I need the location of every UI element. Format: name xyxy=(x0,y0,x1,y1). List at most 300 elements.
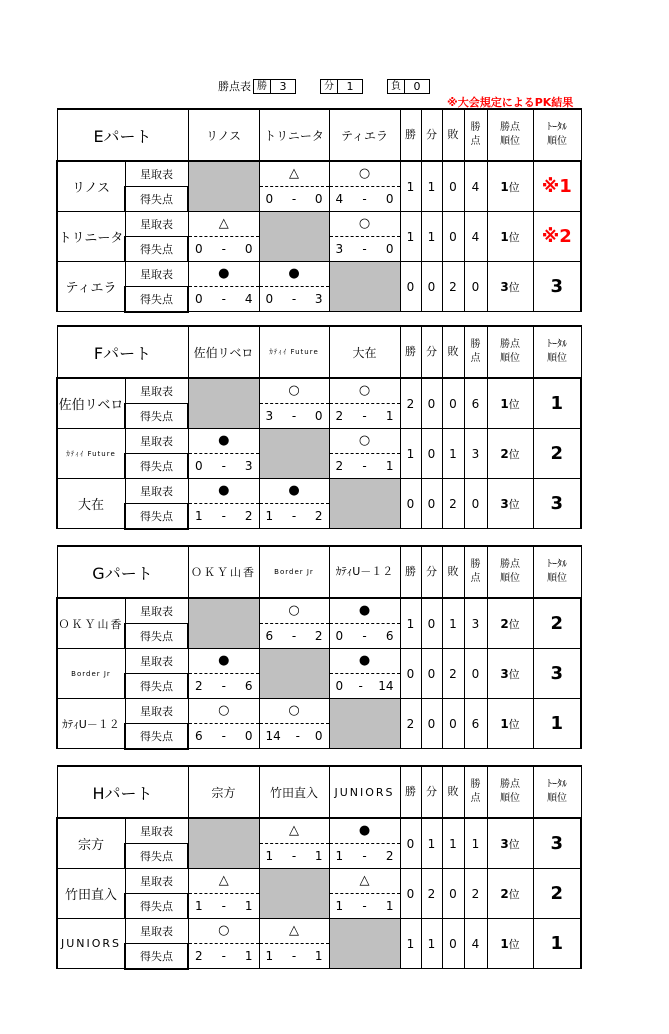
wins-value: 1 xyxy=(400,161,421,212)
points-rank xyxy=(487,869,533,919)
points-rank-header: 勝点 順位 xyxy=(487,766,533,818)
group-header-row xyxy=(57,109,581,161)
team-row xyxy=(57,818,581,843)
total-rank: 3 xyxy=(533,262,581,312)
score xyxy=(189,944,259,968)
group-header-row xyxy=(57,766,581,818)
score-dash: - xyxy=(221,679,226,693)
wins-header: 勝 xyxy=(400,326,421,378)
losses-header: 敗 xyxy=(442,109,464,161)
column-team-1: ｶﾃｨｲ Future xyxy=(259,326,329,378)
rank-number: 1 xyxy=(500,229,509,244)
total-rank-header: ﾄｰﾀﾙ 順位 xyxy=(533,766,581,818)
score-against: 2 xyxy=(314,629,323,643)
total-rank: ※2 xyxy=(533,212,581,262)
score-against: 1 xyxy=(385,459,394,473)
points-value: 3 xyxy=(464,429,487,479)
self-cell xyxy=(188,818,259,869)
points-header: 勝 点 xyxy=(464,109,487,161)
total-rank: 2 xyxy=(533,598,581,649)
score xyxy=(189,894,259,918)
match-cell xyxy=(259,598,329,649)
score-for: 0 xyxy=(195,459,203,473)
goals-label: 得失点 xyxy=(125,623,188,648)
points-rank xyxy=(487,212,533,262)
score-dash: - xyxy=(362,409,367,423)
rank-number: 3 xyxy=(500,666,509,681)
score-against: 1 xyxy=(244,949,253,963)
total-rank: 3 xyxy=(533,649,581,699)
draws-value: 0 xyxy=(421,699,442,749)
rank-unit: 位 xyxy=(508,397,520,411)
draws-value: 1 xyxy=(421,919,442,969)
match-cell xyxy=(188,869,259,919)
score-dash: - xyxy=(291,509,297,523)
total-rank: 1 xyxy=(533,378,581,429)
losses-value: 1 xyxy=(442,818,464,869)
score-against: 0 xyxy=(314,409,323,423)
result-mark: ○ xyxy=(260,599,329,624)
score xyxy=(189,674,259,698)
result-mark: ● xyxy=(260,262,329,287)
losses-value: 1 xyxy=(442,429,464,479)
self-cell xyxy=(259,869,329,919)
points-value: 0 xyxy=(464,649,487,699)
match-cell xyxy=(329,598,400,649)
row-team-name: トリニータ xyxy=(57,212,125,262)
points-value: 3 xyxy=(464,598,487,649)
score-dash: - xyxy=(291,292,297,306)
draws-value: 0 xyxy=(421,598,442,649)
result-mark: ○ xyxy=(189,919,259,944)
group-title: Fパート xyxy=(57,326,188,378)
group-title: Eパート xyxy=(57,109,188,161)
goals-label: 得失点 xyxy=(125,186,188,211)
score xyxy=(260,287,329,311)
self-cell xyxy=(259,212,329,262)
wins-value: 1 xyxy=(400,429,421,479)
result-mark: ○ xyxy=(330,212,400,237)
rank-number: 2 xyxy=(500,886,509,901)
rank-unit: 位 xyxy=(508,180,520,194)
rank-number: 1 xyxy=(500,179,509,194)
wins-header: 勝 xyxy=(400,546,421,598)
score-dash: - xyxy=(291,949,297,963)
score xyxy=(189,237,259,261)
rank-number: 2 xyxy=(500,446,509,461)
rank-number: 1 xyxy=(500,396,509,411)
team-row xyxy=(57,479,581,504)
row-team-name: JUNIORS xyxy=(57,919,125,969)
goals-label: 得失点 xyxy=(125,237,188,262)
points-rank-header: 勝点 順位 xyxy=(487,109,533,161)
score-for: 2 xyxy=(335,409,344,423)
score-dash: - xyxy=(221,729,226,743)
match-cell xyxy=(259,378,329,429)
points-value: 1 xyxy=(464,818,487,869)
wins-header: 勝 xyxy=(400,766,421,818)
score-against: 3 xyxy=(314,292,323,306)
legend-win-value: 3 xyxy=(271,79,296,94)
rank-number: 1 xyxy=(500,716,509,731)
star-label: 星取表 xyxy=(125,699,188,724)
match-cell xyxy=(188,649,259,699)
match-cell xyxy=(329,161,400,212)
result-mark: ○ xyxy=(189,699,259,724)
points-value: 0 xyxy=(464,479,487,529)
group-table-3 xyxy=(56,765,582,970)
column-team-2: ｶﾃｨU－１２ xyxy=(329,546,400,598)
draws-value: 0 xyxy=(421,649,442,699)
score xyxy=(330,894,400,918)
score-against: 3 xyxy=(244,459,253,473)
score-dash: - xyxy=(291,629,297,643)
losses-value: 0 xyxy=(442,869,464,919)
result-mark: △ xyxy=(189,212,259,237)
team-row xyxy=(57,429,581,454)
score-for: 1 xyxy=(335,849,344,863)
score-against: 1 xyxy=(314,849,323,863)
match-cell xyxy=(259,262,329,312)
points-value: 6 xyxy=(464,699,487,749)
score-dash: - xyxy=(362,629,367,643)
score-dash: - xyxy=(291,849,297,863)
row-team-name: 宗方 xyxy=(57,818,125,869)
score-for: 14 xyxy=(265,729,281,743)
group-table-1 xyxy=(56,325,582,530)
score-dash: - xyxy=(221,509,226,523)
score-against: 1 xyxy=(385,899,394,913)
result-mark: ○ xyxy=(330,379,400,404)
team-row xyxy=(57,262,581,287)
score xyxy=(330,844,400,868)
score-for: 2 xyxy=(195,679,203,693)
rank-unit: 位 xyxy=(508,280,520,294)
match-cell xyxy=(329,429,400,479)
row-team-name: ｶﾃｨｲ Future xyxy=(57,429,125,479)
goals-label: 得失点 xyxy=(125,944,188,969)
points-rank-header: 勝点 順位 xyxy=(487,546,533,598)
losses-value: 2 xyxy=(442,262,464,312)
wins-value: 0 xyxy=(400,869,421,919)
goals-label: 得失点 xyxy=(125,287,188,312)
result-mark: △ xyxy=(189,869,259,894)
pk-note: ※大会規定によるPK結果 xyxy=(447,96,574,109)
match-cell xyxy=(188,919,259,969)
score-dash: - xyxy=(362,192,367,206)
points-value: 6 xyxy=(464,378,487,429)
score-against: 0 xyxy=(244,242,253,256)
score xyxy=(330,187,400,211)
score xyxy=(189,287,259,311)
total-rank: ※1 xyxy=(533,161,581,212)
score xyxy=(330,404,400,428)
losses-value: 0 xyxy=(442,378,464,429)
group-table-0 xyxy=(56,108,582,313)
score xyxy=(260,724,329,748)
score-for: 1 xyxy=(195,899,203,913)
score-dash: - xyxy=(362,849,367,863)
row-team-name: ティエラ xyxy=(57,262,125,312)
star-label: 星取表 xyxy=(125,378,188,403)
score-against: 1 xyxy=(385,409,394,423)
points-rank xyxy=(487,919,533,969)
score-against: 2 xyxy=(314,509,323,523)
score-against: 14 xyxy=(378,679,394,693)
result-mark: ○ xyxy=(260,379,329,404)
legend-draw-value: 1 xyxy=(338,79,363,94)
points-rank xyxy=(487,479,533,529)
self-cell xyxy=(188,598,259,649)
group-header-row xyxy=(57,326,581,378)
self-cell xyxy=(329,919,400,969)
points-value: 4 xyxy=(464,919,487,969)
match-cell xyxy=(188,429,259,479)
rank-unit: 位 xyxy=(508,937,520,951)
match-cell xyxy=(329,869,400,919)
rank-unit: 位 xyxy=(508,617,520,631)
column-team-0: 佐伯リベロ xyxy=(188,326,259,378)
losses-value: 0 xyxy=(442,699,464,749)
score-against: 2 xyxy=(385,849,394,863)
total-rank: 3 xyxy=(533,479,581,529)
star-label: 星取表 xyxy=(125,919,188,944)
score-for: 3 xyxy=(265,409,274,423)
match-cell xyxy=(259,699,329,749)
total-rank-header: ﾄｰﾀﾙ 順位 xyxy=(533,109,581,161)
points-value: 0 xyxy=(464,262,487,312)
score-against: 2 xyxy=(244,509,253,523)
score-dash: - xyxy=(221,292,226,306)
group-title: Gパート xyxy=(57,546,188,598)
draws-value: 0 xyxy=(421,262,442,312)
points-header: 勝 点 xyxy=(464,326,487,378)
total-rank: 2 xyxy=(533,869,581,919)
score-against: 1 xyxy=(244,899,253,913)
score-dash: - xyxy=(362,459,367,473)
wins-value: 0 xyxy=(400,262,421,312)
result-mark: ● xyxy=(330,649,400,674)
points-header: 勝 点 xyxy=(464,546,487,598)
score-for: 6 xyxy=(265,629,274,643)
rank-unit: 位 xyxy=(508,887,520,901)
losses-value: 0 xyxy=(442,919,464,969)
points-value: 4 xyxy=(464,161,487,212)
result-mark: △ xyxy=(260,162,329,187)
score xyxy=(189,454,259,478)
points-value: 2 xyxy=(464,869,487,919)
star-label: 星取表 xyxy=(125,212,188,237)
rank-unit: 位 xyxy=(508,447,520,461)
star-label: 星取表 xyxy=(125,479,188,504)
score-dash: - xyxy=(291,409,297,423)
points-rank xyxy=(487,598,533,649)
score-against: 6 xyxy=(244,679,253,693)
draws-header: 分 xyxy=(421,546,442,598)
row-team-name: リノス xyxy=(57,161,125,212)
match-cell xyxy=(329,818,400,869)
team-row xyxy=(57,869,581,894)
draws-value: 1 xyxy=(421,161,442,212)
legend-win-label: 勝 xyxy=(253,79,271,94)
result-mark: ○ xyxy=(260,699,329,724)
score xyxy=(189,504,259,528)
losses-value: 2 xyxy=(442,649,464,699)
points-rank xyxy=(487,161,533,212)
score-dash: - xyxy=(362,899,367,913)
score-for: 0 xyxy=(195,242,203,256)
column-team-0: ＯＫＹ山香 xyxy=(188,546,259,598)
score xyxy=(260,187,329,211)
draws-header: 分 xyxy=(421,109,442,161)
score-for: 1 xyxy=(265,949,274,963)
match-cell xyxy=(259,161,329,212)
team-row xyxy=(57,161,581,186)
row-team-name: ｶﾃｨU－１２ xyxy=(57,699,125,749)
losses-header: 敗 xyxy=(442,546,464,598)
score-for: 0 xyxy=(195,292,203,306)
self-cell xyxy=(259,649,329,699)
score xyxy=(260,944,329,968)
score-for: 2 xyxy=(195,949,203,963)
column-team-2: 大在 xyxy=(329,326,400,378)
result-mark: ● xyxy=(189,262,259,287)
group-table-2 xyxy=(56,545,582,750)
legend-loss-value: 0 xyxy=(405,79,430,94)
rank-unit: 位 xyxy=(508,837,520,851)
group-header-row xyxy=(57,546,581,598)
result-mark: △ xyxy=(330,869,400,894)
score-for: 1 xyxy=(335,899,344,913)
losses-value: 0 xyxy=(442,161,464,212)
score xyxy=(330,454,400,478)
star-label: 星取表 xyxy=(125,429,188,454)
result-mark: ● xyxy=(189,429,259,454)
match-cell xyxy=(188,262,259,312)
score-for: 1 xyxy=(195,509,203,523)
column-team-0: 宗方 xyxy=(188,766,259,818)
self-cell xyxy=(329,479,400,529)
result-mark: △ xyxy=(260,819,329,844)
score xyxy=(330,624,400,648)
draws-value: 0 xyxy=(421,479,442,529)
points-rank xyxy=(487,429,533,479)
score-for: 1 xyxy=(265,509,274,523)
star-label: 星取表 xyxy=(125,262,188,287)
score-against: 4 xyxy=(244,292,253,306)
points-value: 4 xyxy=(464,212,487,262)
wins-value: 1 xyxy=(400,212,421,262)
column-team-1: 竹田直入 xyxy=(259,766,329,818)
points-rank xyxy=(487,818,533,869)
total-rank: 1 xyxy=(533,699,581,749)
rank-unit: 位 xyxy=(508,230,520,244)
row-team-name: Border Jr xyxy=(57,649,125,699)
team-row xyxy=(57,378,581,403)
team-row xyxy=(57,598,581,623)
score-for: 2 xyxy=(335,459,344,473)
goals-label: 得失点 xyxy=(125,504,188,529)
score-against: 0 xyxy=(314,192,323,206)
goals-label: 得失点 xyxy=(125,454,188,479)
self-cell xyxy=(259,429,329,479)
points-legend xyxy=(218,78,430,94)
draws-value: 1 xyxy=(421,818,442,869)
result-mark: ● xyxy=(260,479,329,504)
score-for: 3 xyxy=(335,242,344,256)
self-cell xyxy=(329,262,400,312)
legend-loss-label: 負 xyxy=(387,79,405,94)
team-row xyxy=(57,919,581,944)
result-mark: ● xyxy=(330,819,400,844)
rank-number: 3 xyxy=(500,496,509,511)
rank-unit: 位 xyxy=(508,717,520,731)
star-label: 星取表 xyxy=(125,869,188,894)
score-against: 0 xyxy=(385,242,394,256)
total-rank-header: ﾄｰﾀﾙ 順位 xyxy=(533,546,581,598)
score-dash: - xyxy=(362,242,367,256)
legend-title: 勝点表 xyxy=(218,80,251,93)
result-mark: ● xyxy=(189,479,259,504)
result-mark: ○ xyxy=(330,429,400,454)
result-mark: ● xyxy=(330,599,400,624)
losses-value: 0 xyxy=(442,212,464,262)
score-dash: - xyxy=(291,192,297,206)
draws-value: 2 xyxy=(421,869,442,919)
score xyxy=(260,404,329,428)
score-for: 6 xyxy=(195,729,203,743)
score-for: 1 xyxy=(265,849,274,863)
score-dash: - xyxy=(221,242,226,256)
self-cell xyxy=(188,161,259,212)
draws-header: 分 xyxy=(421,326,442,378)
rank-number: 1 xyxy=(500,936,509,951)
wins-header: 勝 xyxy=(400,109,421,161)
match-cell xyxy=(259,479,329,529)
rank-number: 3 xyxy=(500,836,509,851)
row-team-name: 佐伯リベロ xyxy=(57,378,125,429)
score xyxy=(189,724,259,748)
score-for: 0 xyxy=(335,679,344,693)
rank-unit: 位 xyxy=(508,667,520,681)
row-team-name: 大在 xyxy=(57,479,125,529)
wins-value: 0 xyxy=(400,818,421,869)
match-cell xyxy=(329,378,400,429)
wins-value: 2 xyxy=(400,699,421,749)
column-team-0: リノス xyxy=(188,109,259,161)
star-label: 星取表 xyxy=(125,161,188,186)
score-against: 0 xyxy=(385,192,394,206)
score xyxy=(330,237,400,261)
match-cell xyxy=(329,212,400,262)
goals-label: 得失点 xyxy=(125,403,188,428)
score-against: 0 xyxy=(244,729,253,743)
wins-value: 1 xyxy=(400,598,421,649)
score-dash: - xyxy=(221,459,226,473)
rank-number: 2 xyxy=(500,616,509,631)
team-row xyxy=(57,212,581,237)
rank-unit: 位 xyxy=(508,497,520,511)
score-against: 1 xyxy=(314,949,323,963)
goals-label: 得失点 xyxy=(125,724,188,749)
rank-number: 3 xyxy=(500,279,509,294)
points-rank xyxy=(487,649,533,699)
match-cell xyxy=(188,212,259,262)
points-rank xyxy=(487,262,533,312)
draws-header: 分 xyxy=(421,766,442,818)
result-mark: ● xyxy=(189,649,259,674)
column-team-2: JUNIORS xyxy=(329,766,400,818)
